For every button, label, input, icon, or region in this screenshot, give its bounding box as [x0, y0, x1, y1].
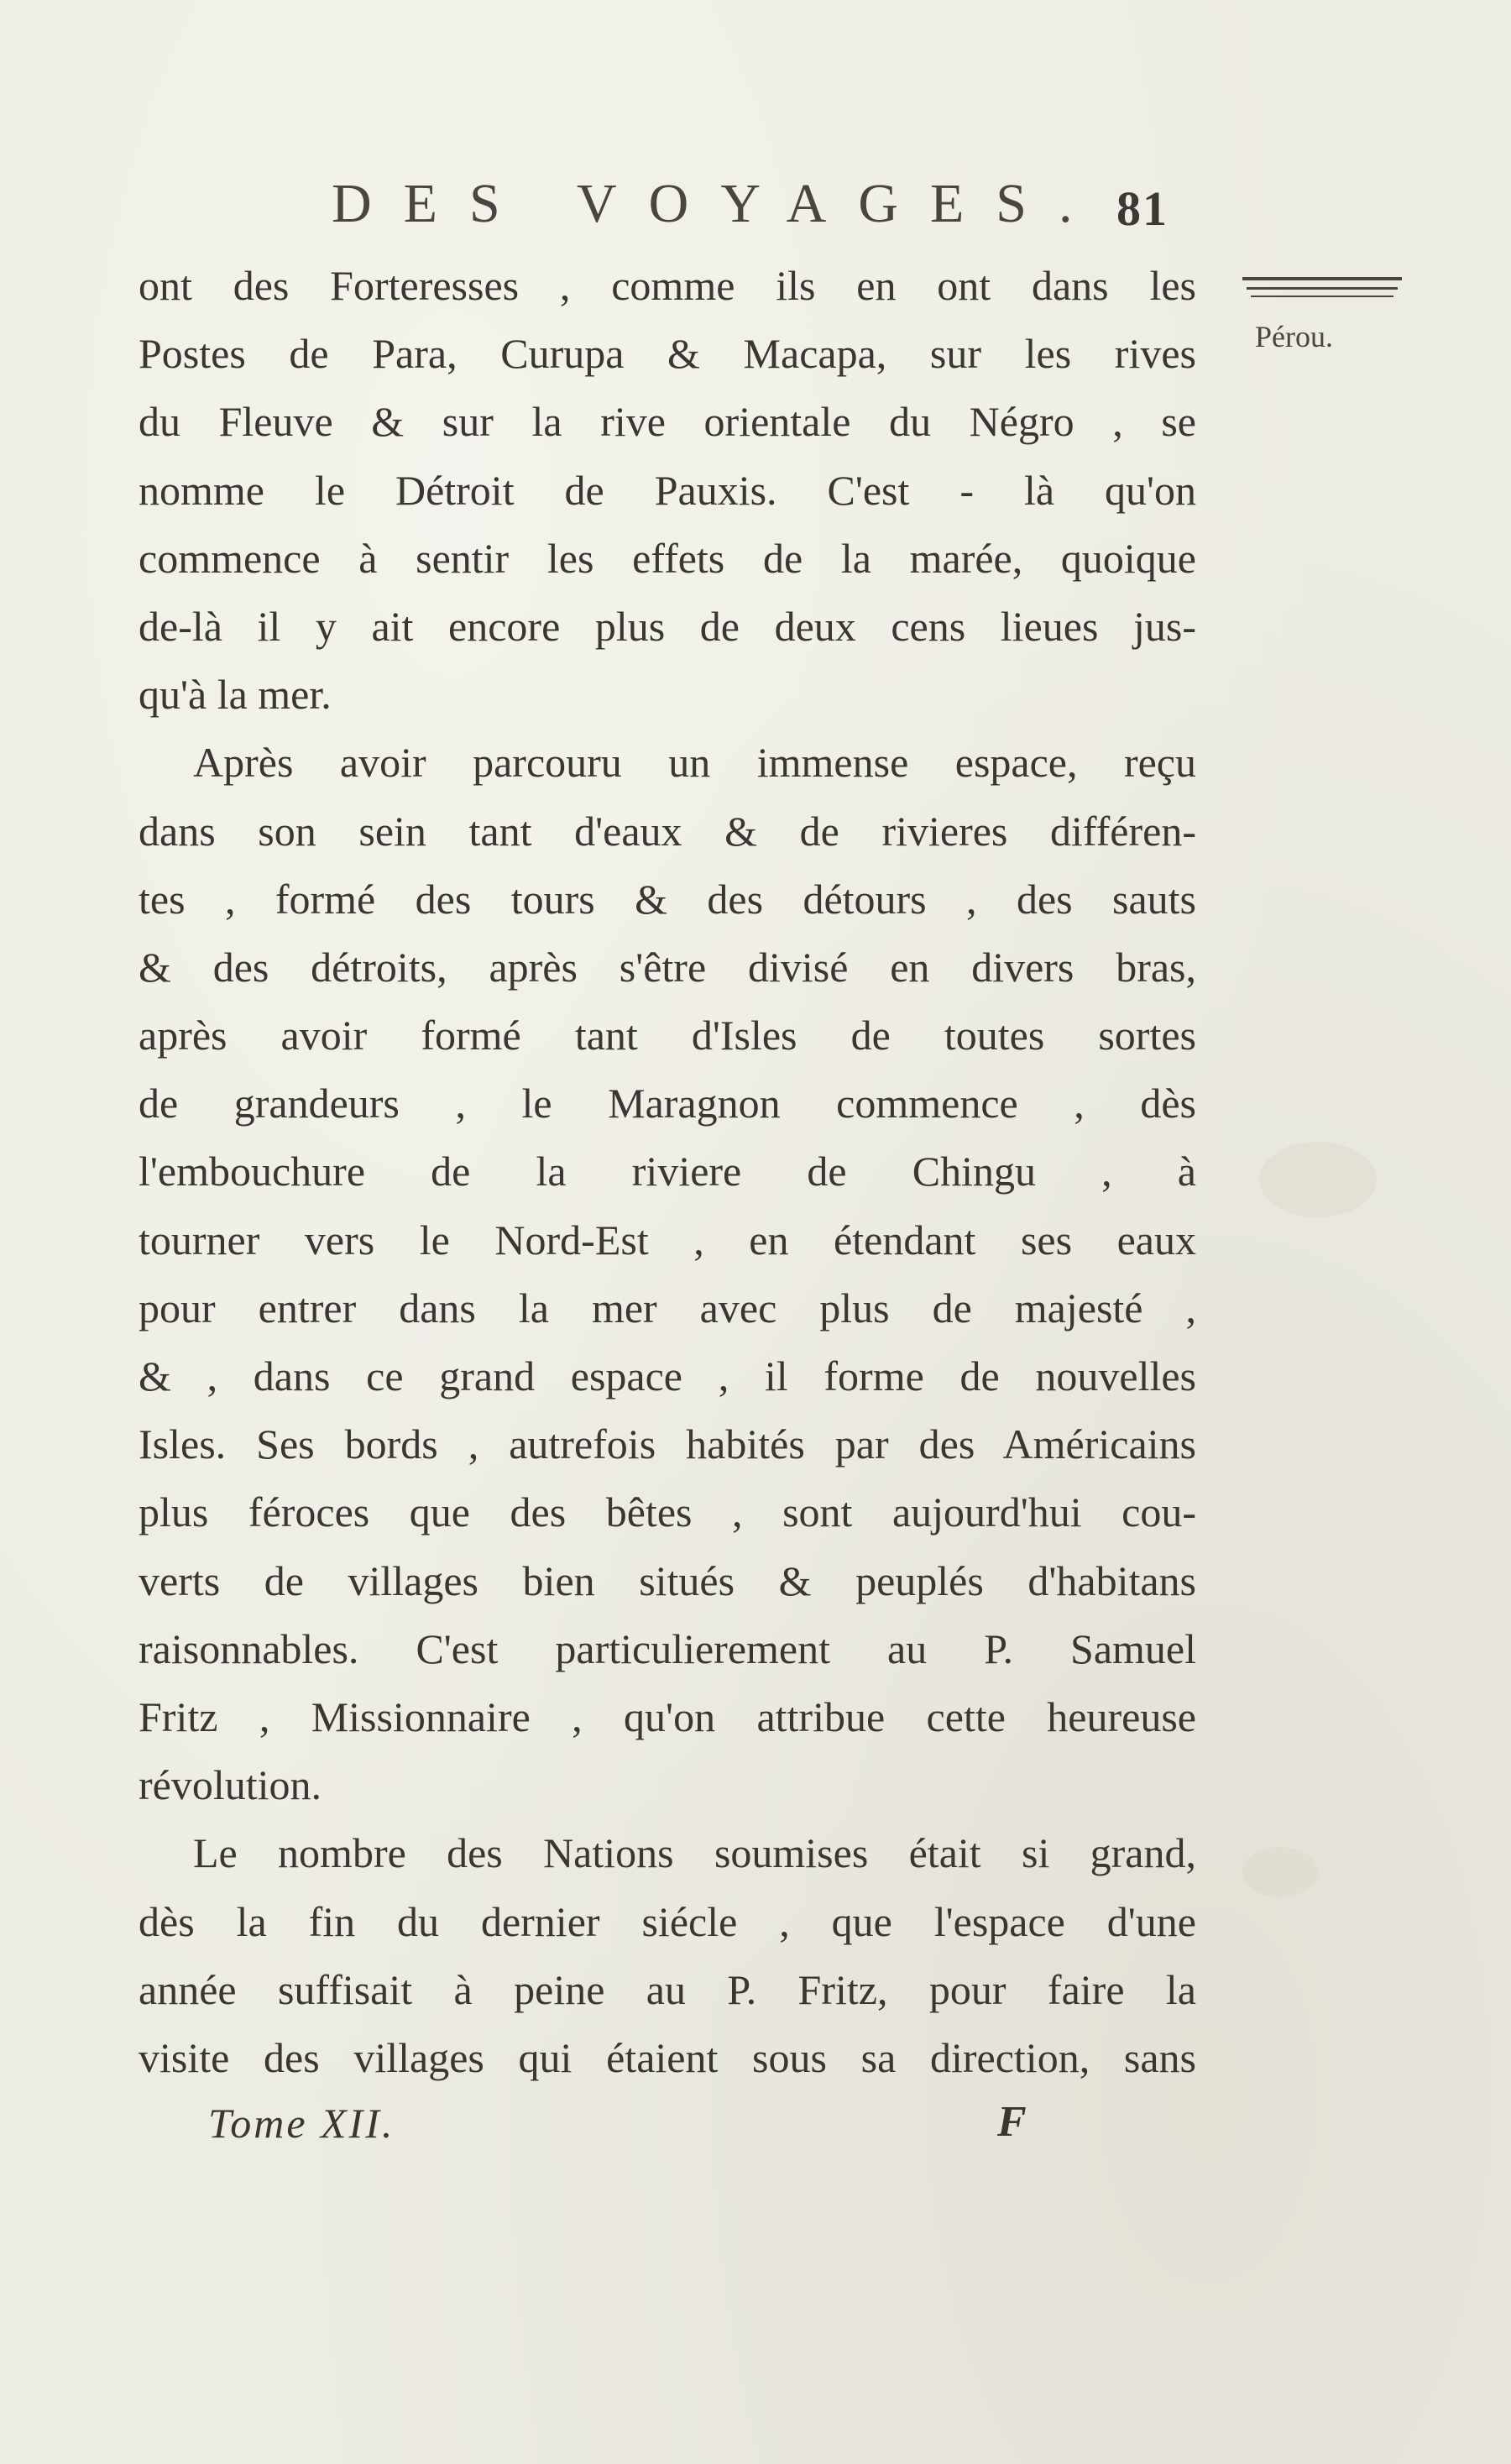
text-line: l'embouchure de la riviere de Chingu , à: [139, 1148, 1196, 1195]
text-line: dans son sein tant d'eaux & de rivieres différen-: [139, 807, 1196, 855]
text-line: de grandeurs , le Maragnon commence , dès: [139, 1080, 1196, 1127]
text-line: nomme le Détroit de Pauxis. C'est - là qu'on: [139, 466, 1196, 514]
margin-rule: [1247, 287, 1398, 290]
text-line: révolution.: [139, 1761, 322, 1809]
text-line: visite des villages qui étaient sous sa direction, sans: [139, 2033, 1196, 2081]
running-title: DES VOYAGES.: [332, 173, 1105, 234]
text-line: tes , formé des tours & des détours , des sauts: [139, 875, 1196, 923]
text-line: Isles. Ses bords , autrefois habités par des Américains: [139, 1420, 1196, 1468]
margin-rule: [1251, 296, 1393, 297]
volume-signature: Tome XII.: [208, 2100, 395, 2147]
text-line: & , dans ce grand espace , il forme de nouvelles: [139, 1352, 1196, 1399]
text-line: tourner vers le Nord-Est , en étendant ses eaux: [139, 1216, 1196, 1263]
text-line: qu'à la mer.: [139, 671, 332, 719]
paper-stain: [1259, 1142, 1377, 1217]
text-line: raisonnables. C'est particulierement au P. Samuel: [139, 1624, 1196, 1672]
text-line: dès la fin du dernier siécle , que l'espace d'une: [139, 1897, 1196, 1945]
text-line: & des détroits, après s'être divisé en divers bras,: [139, 943, 1196, 991]
text-line: après avoir formé tant d'Isles de toutes sortes: [139, 1012, 1196, 1059]
marginal-note: Pérou.: [1255, 320, 1333, 353]
text-line: commence à sentir les effets de la marée, quoique: [139, 534, 1196, 582]
text-line: Le nombre des Nations soumises était si grand,: [193, 1829, 1196, 1877]
paper-stain: [1242, 1847, 1318, 1897]
page-number: 81: [1116, 181, 1169, 236]
body-text: [139, 252, 1196, 2092]
margin-rule: [1242, 277, 1402, 280]
text-line: Après avoir parcouru un immense espace, reçu: [193, 739, 1196, 787]
text-line: ont des Forteresses , comme ils en ont dans les: [139, 262, 1196, 309]
text-line: Postes de Para, Curupa & Macapa, sur les rives: [139, 330, 1196, 378]
sheet-mark: F: [997, 2098, 1027, 2146]
text-line: de-là il y ait encore plus de deux cens lieues jus-: [139, 602, 1196, 650]
text-line: verts de villages bien situés & peuplés d'habitans: [139, 1556, 1196, 1604]
text-line: Fritz , Missionnaire , qu'on attribue cette heureuse: [139, 1692, 1196, 1740]
text-line: du Fleuve & sur la rive orientale du Négro , se: [139, 398, 1196, 446]
text-line: année suffisait à peine au P. Fritz, pour faire la: [139, 1965, 1196, 2013]
text-line: plus féroces que des bêtes , sont aujourd'hui cou-: [139, 1488, 1196, 1536]
text-line: pour entrer dans la mer avec plus de majesté ,: [139, 1284, 1196, 1331]
